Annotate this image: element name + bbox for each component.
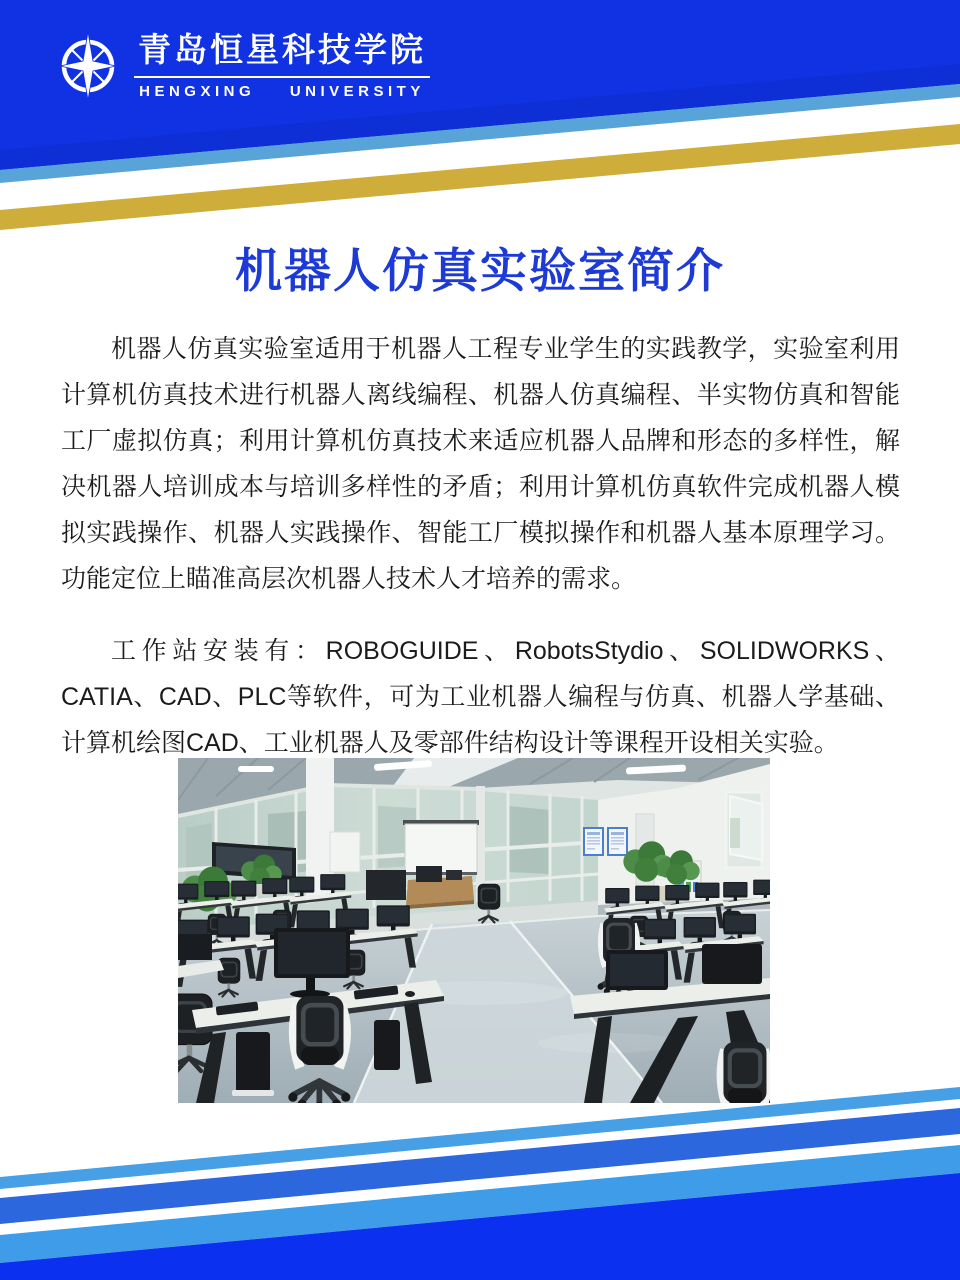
university-name-cn: 青岛恒星科技学院 — [134, 32, 430, 77]
right-window — [726, 792, 762, 868]
intro-text — [61, 326, 900, 766]
compass-star-emblem-icon — [56, 30, 120, 102]
university-header — [56, 30, 430, 102]
intro-paragraph-2: 工作站安装有：ROBOGUIDE、RobotsStydio、SOLIDWORKS、CATIA、CAD、PLC等软件，可为工业机器人编程与仿真、机器人学基础、计算机绘图CAD、工业机器人及零部件结构设计等课程开设相关实验。 — [61, 637, 900, 757]
intro-paragraph-1: 机器人仿真实验室适用于机器人工程专业学生的实践教学，实验室利用计算机仿真技术进行机器人离线编程、机器人仿真编程、半实物仿真和智能工厂虚拟仿真；利用计算机仿真技术来适应机器人品牌和形态的多样性，解决机器人培训成本与培训多样性的矛盾；利用计算机仿真软件完成机器人模拟实践操作、机器人实践操作、智能工厂模拟操作和机器人基本原理学习。功能定位上瞄准高层次机器人技术人才培养的需求。 — [61, 335, 900, 593]
university-name-en: HENGXING UNIVERSITY — [139, 82, 425, 100]
page-title: 机器人仿真实验室简介 — [235, 244, 725, 297]
lab-classroom-photo — [178, 758, 770, 1103]
university-name-block — [134, 32, 430, 99]
